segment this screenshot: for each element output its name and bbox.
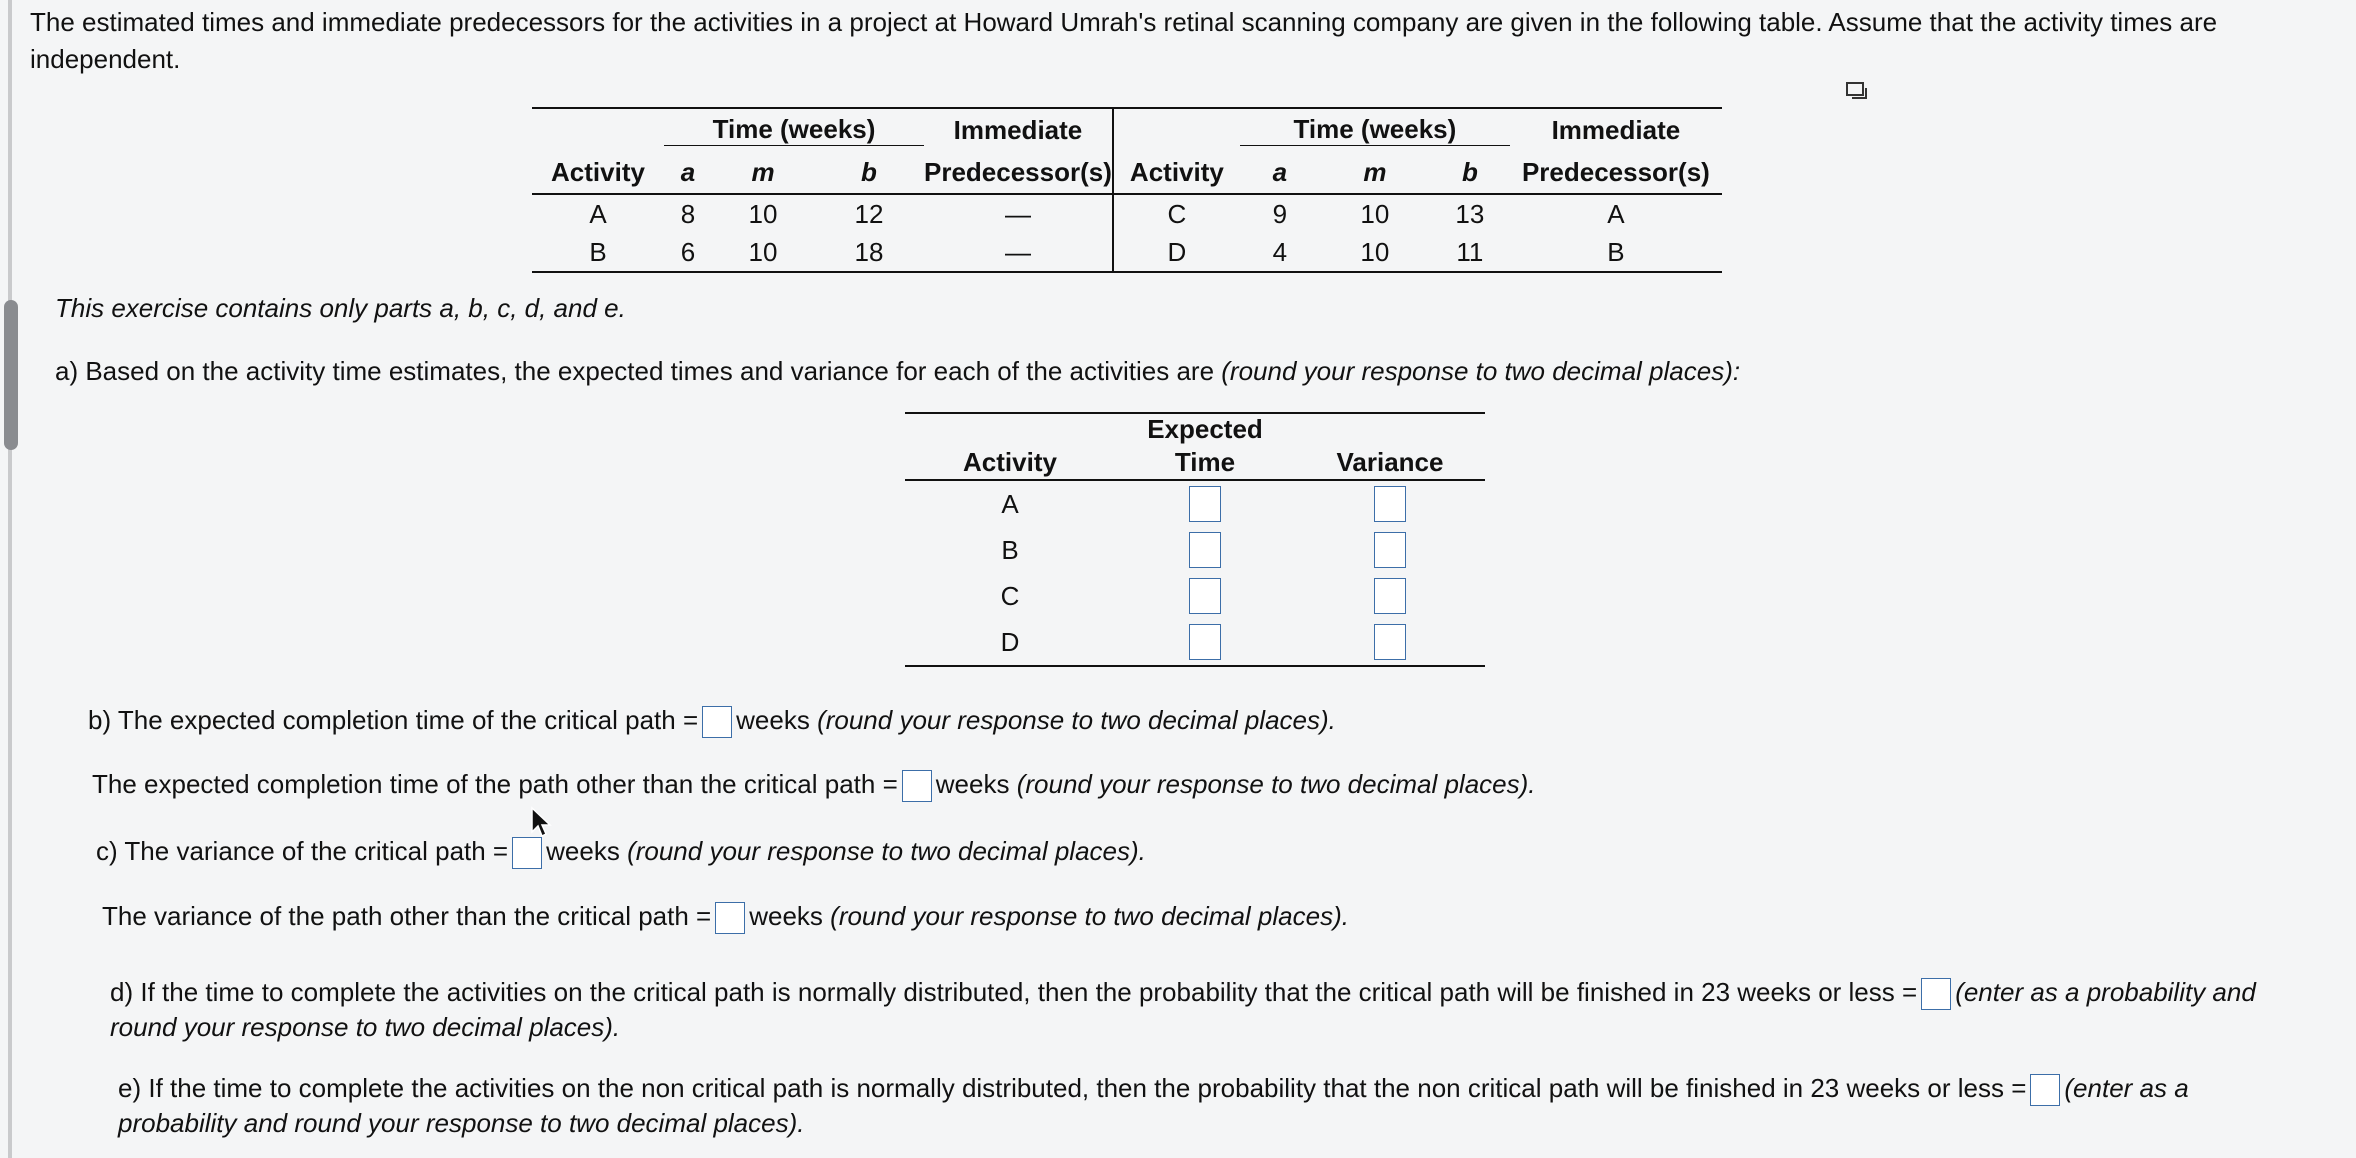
mouse-cursor-icon [530,806,554,838]
expected-time-a-input[interactable] [1189,486,1221,522]
critical-path-variance-input[interactable] [512,837,542,869]
a-header-left: a [664,151,712,194]
activity-time-table [532,107,1722,273]
problem-intro: The estimated times and immediate predecessors for the activities in a project at Howard Umrah's retinal scanning company are given in the following table. Assume that the activity times are independent. [30,7,2218,74]
pred-header-left-2: Predecessor(s) [924,151,1113,194]
pred-header-right-1: Immediate [1510,108,1722,151]
variance-b-input[interactable] [1374,532,1406,568]
noncritical-path-probability-input[interactable] [2030,1074,2060,1106]
scrollbar-handle[interactable] [4,300,18,450]
exercise-note: This exercise contains only parts a, b, c, d, and e. [55,293,626,323]
m-header-left: m [712,151,814,194]
expected-header-1: Expected [1115,413,1295,445]
a-header-right: a [1240,151,1320,194]
variance-c-input[interactable] [1374,578,1406,614]
table-row: B 6 10 18 — D 4 10 11 B [532,233,1722,272]
part-d: d) If the time to complete the activities on the critical path is normally distributed, then the probability that the critical path will be finished in 23 weeks or less = (enter as a probability and round your response to two decimal places). [110,977,2256,1043]
variance-a-input[interactable] [1374,486,1406,522]
left-edge [8,0,12,1158]
critical-path-time-input[interactable] [702,706,732,738]
other-path-time-input[interactable] [902,770,932,802]
expected-variance-table [905,412,1485,667]
variance-d-input[interactable] [1374,624,1406,660]
table-row: B [905,527,1485,573]
table-row: A [905,480,1485,527]
activity-header-right: Activity [1113,151,1240,194]
time-header-right: Time (weeks) [1240,108,1510,151]
part-c1: c) The variance of the critical path = weeks (round your response to two decimal places). [96,834,1146,869]
b-header-right: b [1430,151,1510,194]
part-c2: The variance of the path other than the critical path = weeks (round your response to two decimal places). [102,899,1349,934]
expected-header-2: Time [1115,445,1295,480]
pred-header-right-2: Predecessor(s) [1510,151,1722,194]
copy-icon[interactable] [1846,82,1868,102]
part-e: e) If the time to complete the activities on the non critical path is normally distributed, then the probability that the non critical path will be finished in 23 weeks or less = (enter as a probability and round your response to two decimal places). [118,1073,2189,1139]
part-a-text: a) Based on the activity time estimates, the expected times and variance for each of the activities are (round your response to two decimal places): [55,356,1741,386]
pred-header-left-1: Immediate [924,108,1113,151]
critical-path-probability-input[interactable] [1921,978,1951,1010]
table-row: C [905,573,1485,619]
part-b2: The expected completion time of the path other than the critical path = weeks (round your response to two decimal places). [92,767,1536,802]
expected-time-c-input[interactable] [1189,578,1221,614]
variance-header: Variance [1295,445,1485,480]
expected-time-b-input[interactable] [1189,532,1221,568]
activity-header-left: Activity [532,151,664,194]
table-row: A 8 10 12 — C 9 10 13 A [532,194,1722,233]
m-header-right: m [1320,151,1430,194]
expected-time-d-input[interactable] [1189,624,1221,660]
table-row: D [905,619,1485,666]
time-header-left: Time (weeks) [664,108,924,151]
part-b1: b) The expected completion time of the critical path = weeks (round your response to two decimal places). [88,703,1336,738]
b-header-left: b [814,151,924,194]
activity-header: Activity [905,445,1115,480]
other-path-variance-input[interactable] [715,902,745,934]
